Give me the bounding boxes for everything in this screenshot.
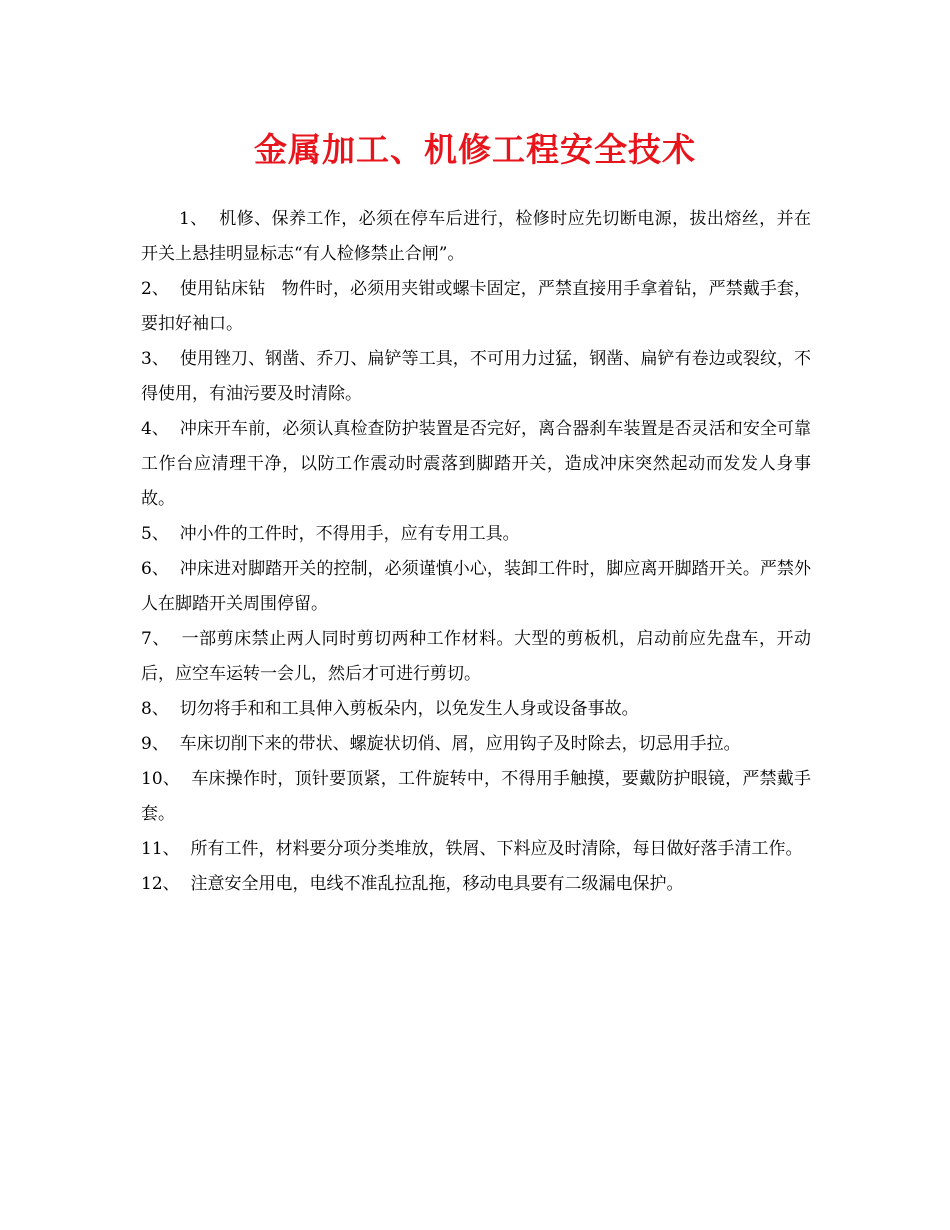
- safety-item-2: 2、 使用钻床钻 物件时，必须用夹钳或螺卡固定，严禁直接用手拿着钻，严禁戴手套，要扣好袖口。: [141, 279, 811, 334]
- safety-item-3: 3、 使用锉刀、钢凿、乔刀、扁铲等工具，不可用力过猛，钢凿、扁铲有卷边或裂纹，不得使用，有油污要及时清除。: [141, 349, 811, 404]
- safety-item-11: 11、 所有工件，材料要分项分类堆放，铁屑、下料应及时清除，每日做好落手清工作。: [141, 839, 803, 859]
- safety-item-9: 9、 车床切削下来的带状、螺旋状切俏、屑，应用钩子及时除去，切忌用手拉。: [141, 734, 741, 754]
- safety-item-5: 5、 冲小件的工件时，不得用手，应有专用工具。: [141, 524, 520, 544]
- safety-item-4: 4、 冲床开车前，必须认真检查防护装置是否完好，离合器刹车装置是否灵活和安全可靠工作台应清理干净，以防工作震动时震落到脚踏开关，造成冲床突然起动而发发人身事故。: [141, 419, 811, 509]
- safety-item-7: 7、 一部剪床禁止两人同时剪切两种工作材料。大型的剪板机，启动前应先盘车，开动后，应空车运转一会儿，然后才可进行剪切。: [141, 629, 811, 684]
- document-title: 金属加工、机修工程安全技术: [254, 130, 696, 169]
- safety-item-8: 8、 切勿将手和和工具伸入剪板朵内，以免发生人身或设备事故。: [141, 699, 639, 719]
- document-body: [141, 202, 811, 902]
- safety-item-1: 1、 机修、保养工作，必须在停车后进行，检修时应先切断电源，拔出熔丝，并在开关上悬挂明显标志“有人检修禁止合闸”。: [141, 209, 811, 264]
- safety-item-6: 6、 冲床进对脚踏开关的控制，必须谨慎小心，装卸工件时，脚应离开脚踏开关。严禁外人在脚踏开关周围停留。: [141, 559, 811, 614]
- safety-item-12: 12、 注意安全用电，电线不准乱拉乱拖，移动电具要有二级漏电保护。: [141, 874, 684, 894]
- safety-item-10: 10、 车床操作时，顶针要顶紧，工件旋转中，不得用手触摸，要戴防护眼镜，严禁戴手套。: [141, 769, 811, 824]
